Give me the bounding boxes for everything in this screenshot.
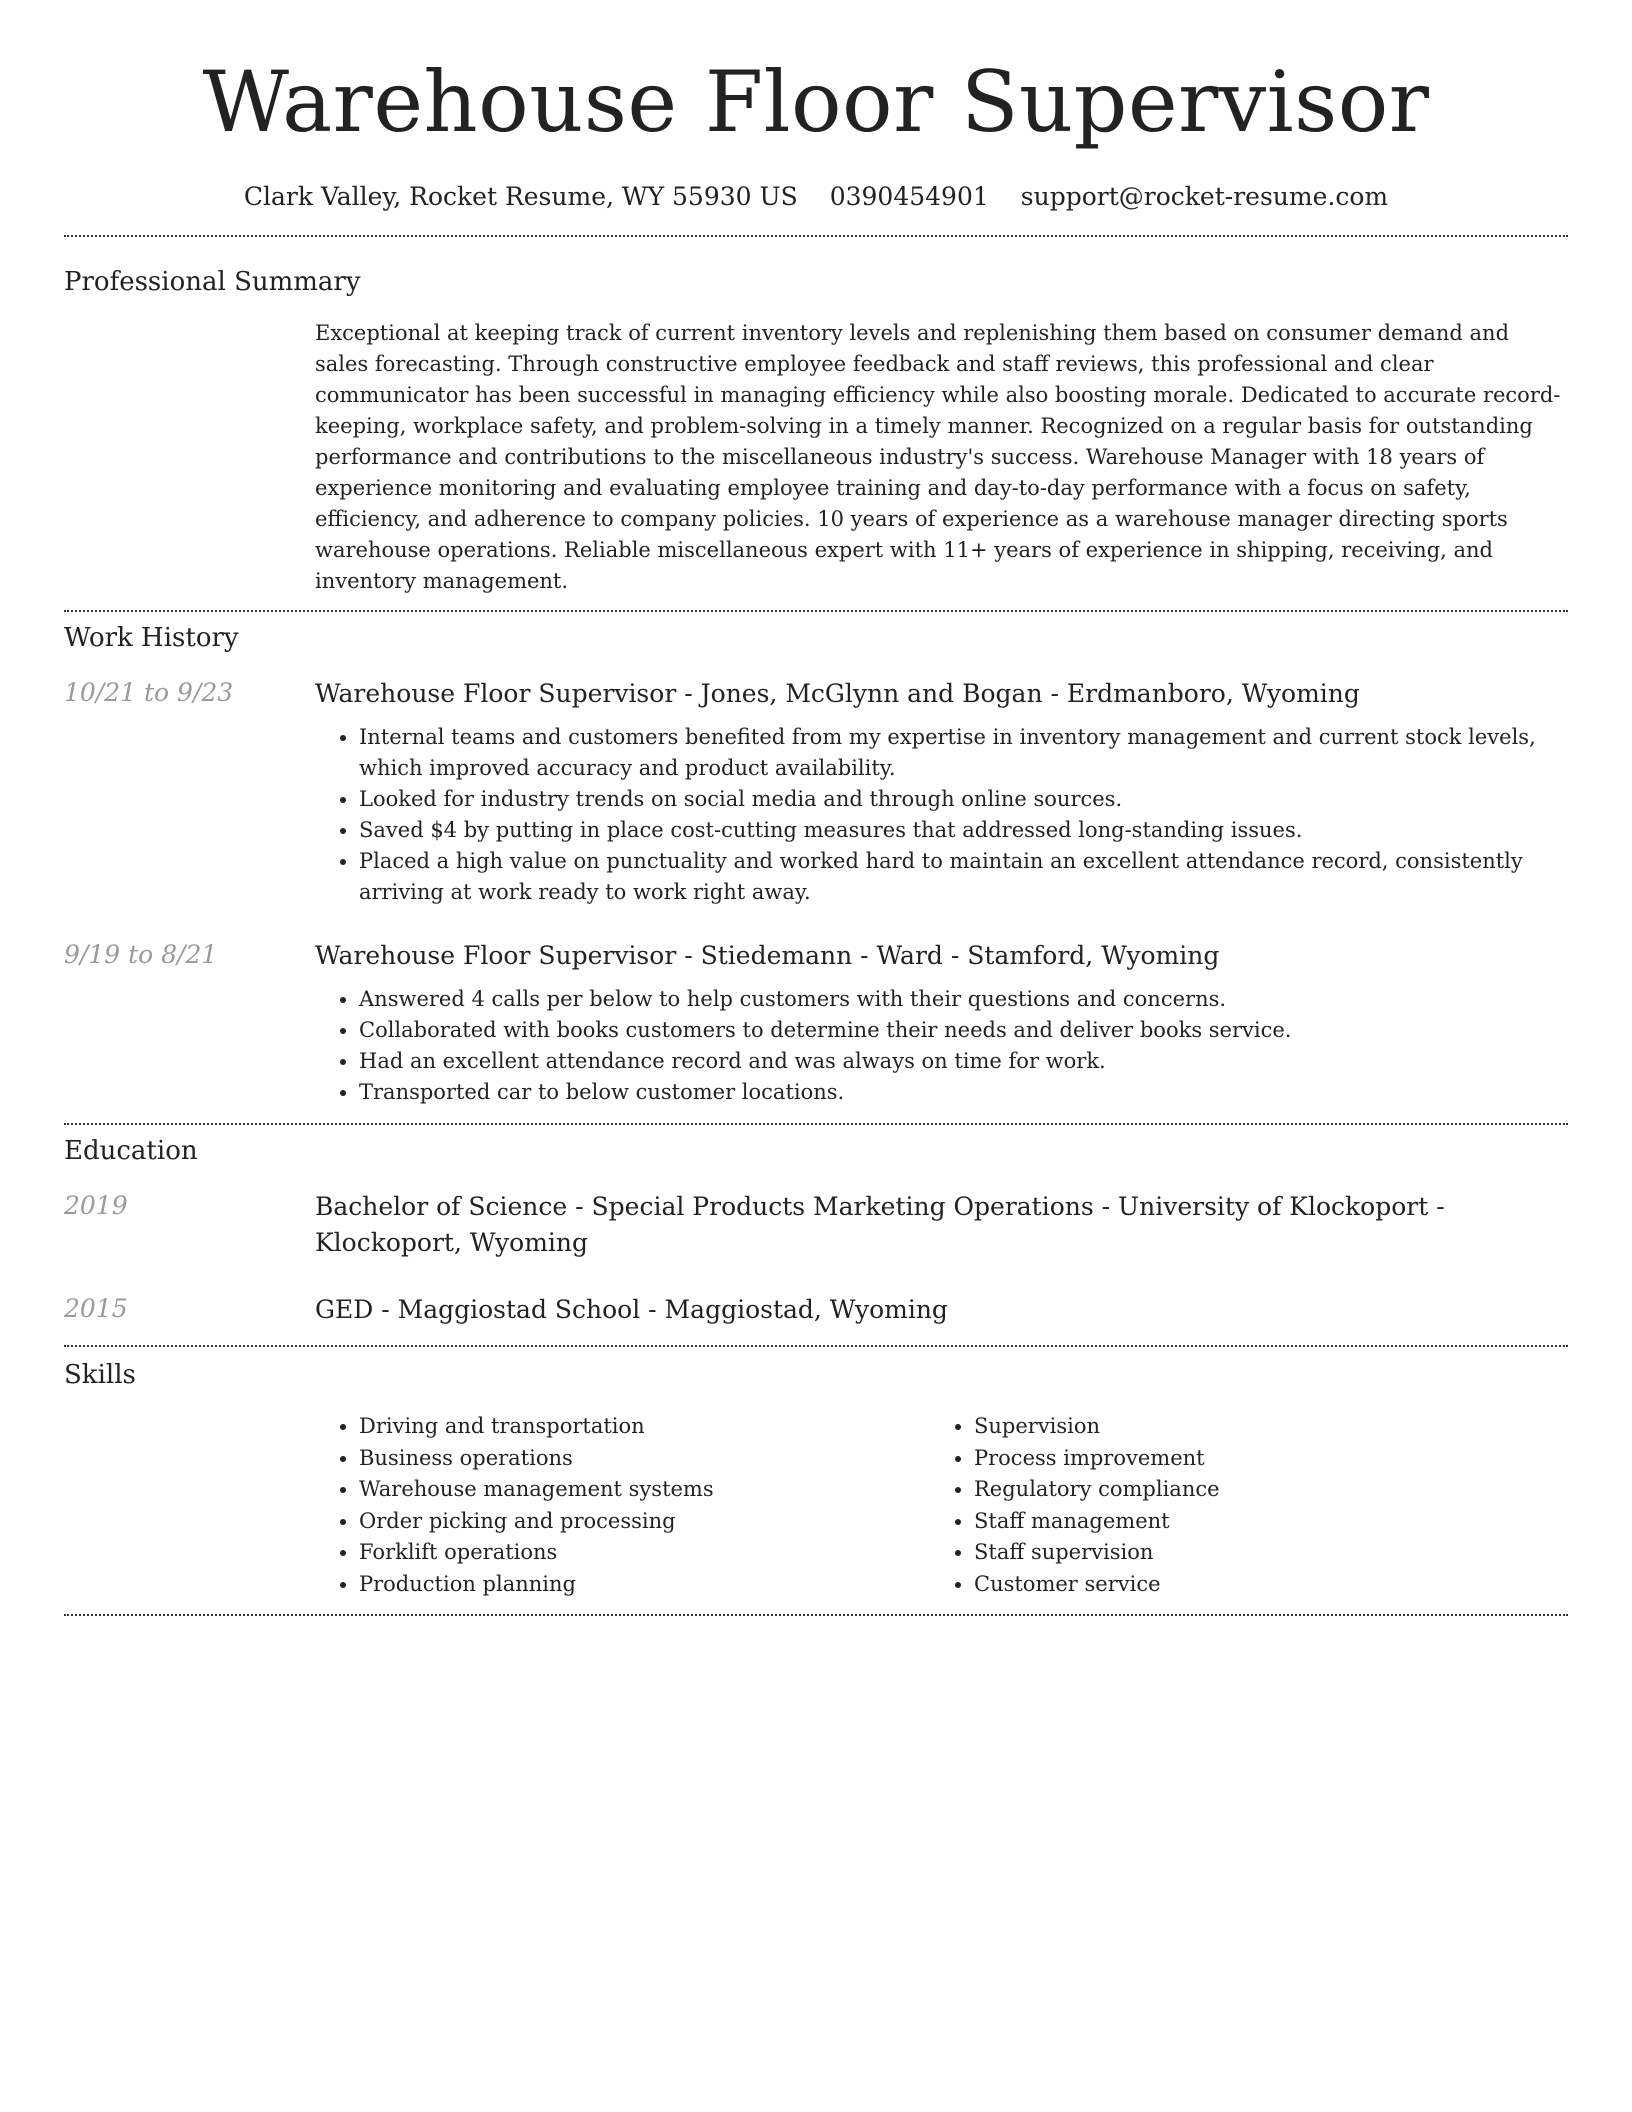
education-degree: Bachelor of Science - Special Products Marketing Operations xyxy=(315,1192,1094,1221)
work-history-section xyxy=(64,622,1568,1108)
education-degree: GED xyxy=(315,1295,374,1324)
skill-item: • Driving and transportation xyxy=(359,1411,930,1443)
list-item: • Saved $4 by putting in place cost-cutting measures that addressed long-standing issues. xyxy=(359,815,1568,846)
skills-section xyxy=(64,1359,1568,1600)
skill-item: • Process improvement xyxy=(974,1443,1545,1475)
skills-list-left xyxy=(315,1411,930,1600)
education-heading-line xyxy=(315,1189,1568,1261)
job-employer: - Stiedemann - Ward - Stamford, Wyoming xyxy=(676,941,1220,970)
divider xyxy=(64,1345,1568,1347)
job-bullets xyxy=(315,984,1568,1108)
list-item: • Had an excellent attendance record and was always on time for work. xyxy=(359,1046,1568,1077)
summary-left-spacer xyxy=(64,318,315,597)
candidate-name: Warehouse Floor Supervisor xyxy=(202,53,1430,151)
job-employer: - Jones, McGlynn and Bogan - Erdmanboro, Wyoming xyxy=(676,679,1360,708)
skills-list-right xyxy=(930,1411,1545,1600)
job-title: Warehouse Floor Supervisor xyxy=(315,941,677,970)
contact-phone: 0390454901 xyxy=(829,182,989,211)
list-item: • Internal teams and customers benefited from my expertise in inventory management and current stock levels, which improved accuracy and product availability. xyxy=(359,722,1568,784)
job-dates: 9/19 to 8/21 xyxy=(64,940,218,969)
education-year: 2019 xyxy=(64,1191,128,1220)
skills-columns xyxy=(315,1411,1568,1600)
divider xyxy=(64,1614,1568,1616)
education-school: - University of Klockoport - Klockoport, Wyoming xyxy=(315,1192,1445,1257)
skills-heading: Skills xyxy=(64,1360,136,1390)
skills-left-spacer xyxy=(64,1411,315,1600)
education-heading: Education xyxy=(64,1136,198,1166)
skill-item: • Production planning xyxy=(359,1569,930,1601)
skill-item: • Supervision xyxy=(974,1411,1545,1443)
list-item: • Transported car to below customer locations. xyxy=(359,1077,1568,1108)
job-heading xyxy=(315,676,1568,712)
skill-item: • Staff management xyxy=(974,1506,1545,1538)
skill-item: • Business operations xyxy=(359,1443,930,1475)
education-school: - Maggiostad School - Maggiostad, Wyoming xyxy=(373,1295,948,1324)
divider xyxy=(64,1123,1568,1125)
contact-email[interactable]: support@rocket-resume.com xyxy=(1020,182,1389,211)
job-entry xyxy=(64,938,1568,1108)
skill-item: • Forklift operations xyxy=(359,1537,930,1569)
skill-item: • Staff supervision xyxy=(974,1537,1545,1569)
education-entry xyxy=(64,1292,1568,1328)
contact-address: Clark Valley, Rocket Resume, WY 55930 US xyxy=(243,182,798,211)
job-bullets xyxy=(315,722,1568,908)
list-item: • Answered 4 calls per below to help customers with their questions and concerns. xyxy=(359,984,1568,1015)
summary-text: Exceptional at keeping track of current inventory levels and replenishing them based on consumer demand and sales forecasting. Through constructive employee feedback and staff reviews, this professional and clear communicator has been successful in managing efficiency while also boosting morale. Dedicated to accurate record-keeping, workplace safety, and problem-solving in a timely manner. Recognized on a regular basis for outstanding performance and contributions to the miscellaneous industry's success. Warehouse Manager with 18 years of experience monitoring and evaluating employee training and day-to-day performance with a focus on safety, efficiency, and adherence to company policies. 10 years of experience as a warehouse manager directing sports warehouse operations. Reliable miscellaneous expert with 11+ years of experience in shipping, receiving, and inventory management. xyxy=(315,321,1561,593)
skill-item: • Regulatory compliance xyxy=(974,1474,1545,1506)
divider xyxy=(64,235,1568,237)
education-heading-line xyxy=(315,1292,1568,1328)
list-item: • Placed a high value on punctuality and worked hard to maintain an excellent attendance record, consistently arriving at work ready to work right away. xyxy=(359,846,1568,908)
job-dates: 10/21 to 9/23 xyxy=(64,678,234,707)
skill-item: • Customer service xyxy=(974,1569,1545,1601)
skill-item: • Warehouse management systems xyxy=(359,1474,930,1506)
skill-item: • Order picking and processing xyxy=(359,1506,930,1538)
education-entry xyxy=(64,1189,1568,1261)
education-section xyxy=(64,1135,1568,1328)
list-item: • Looked for industry trends on social media and through online sources. xyxy=(359,784,1568,815)
education-year: 2015 xyxy=(64,1294,128,1323)
summary-heading: Professional Summary xyxy=(64,267,361,297)
divider xyxy=(64,610,1568,612)
work-history-heading: Work History xyxy=(64,623,239,653)
job-title: Warehouse Floor Supervisor xyxy=(315,679,677,708)
job-heading xyxy=(315,938,1568,974)
list-item: • Collaborated with books customers to determine their needs and deliver books service. xyxy=(359,1015,1568,1046)
summary-section xyxy=(64,266,1568,597)
contact-info xyxy=(64,182,1568,212)
job-entry xyxy=(64,676,1568,908)
